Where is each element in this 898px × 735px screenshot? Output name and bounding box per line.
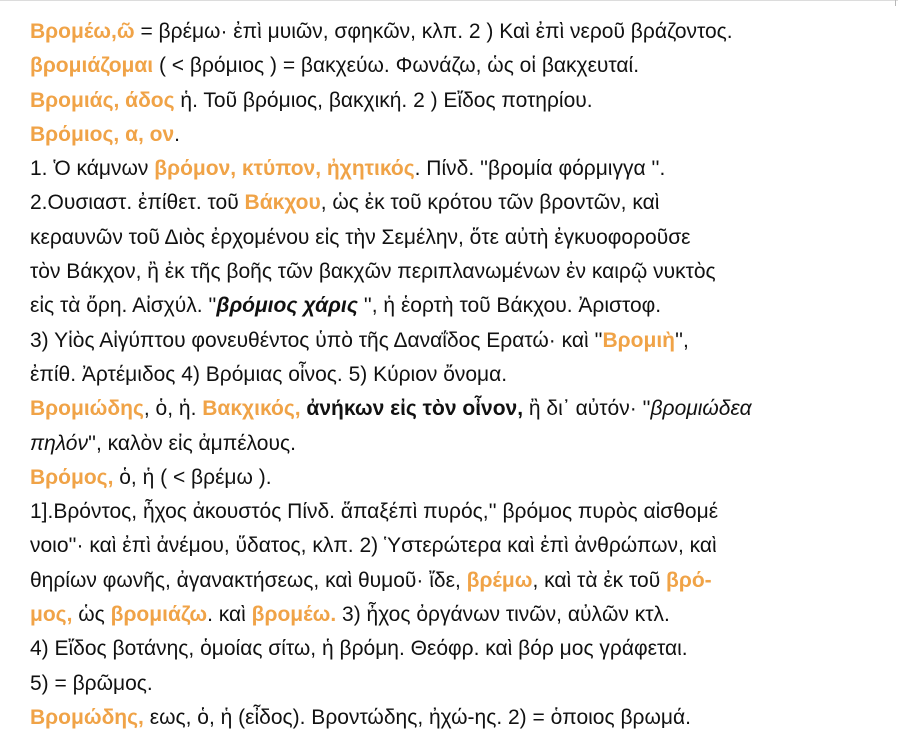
- headword-term: βρομιάζω: [110, 603, 208, 627]
- entry-text: νοιο''· καὶ ἐπὶ ἀνέμου, ὕδατος, κλπ. 2) Ὑστερώτερα καὶ ἐπὶ ἀνθρώπων, καὶ: [30, 534, 717, 558]
- entry-text: ἢ δι᾿ αὐτόν· '': [523, 397, 651, 421]
- headword-term: βρόμον, κτύπον, ἠχητικός: [154, 157, 415, 181]
- entry-text: 3) Υἱὸς Αἰγύπτου φονευθέντος ὑπὸ τῆς Δαναΐδος Ερατώ· καὶ '': [30, 328, 603, 352]
- entry-text: 4) Εἴδος βοτάνης, ὁμοίας σίτω, ἡ βρόμη. Θεόφρ. καὶ βόρ μος γράφεται.: [30, 637, 688, 661]
- entry-text: τὸν Βάκχον, ἢ ἐκ τῆς βοῆς τῶν βακχῶν περιπλανωμένων ἐν καιρῷ νυκτὸς: [30, 260, 716, 284]
- dictionary-line: [30, 84, 890, 118]
- entry-text: ὁ, ἡ ( < βρέμω ).: [113, 465, 272, 489]
- dictionary-line: [30, 667, 890, 701]
- dictionary-line: [30, 461, 890, 495]
- entry-text: . Πίνδ. ''βρομία φόρμιγγα ''.: [414, 157, 666, 181]
- entry-text: '', ἡ ἑορτὴ τοῦ Βάκχου. Ἀριστοφ.: [357, 294, 662, 318]
- headword-term: Βάκχου: [244, 191, 321, 215]
- entry-text: 2.Ουσιαστ. ἐπίθετ. τοῦ: [30, 191, 245, 215]
- entry-text: 1].Βρόντος, ἦχος ἀκουστός Πίνδ. ἅπαξέπὶ πυρός,'' βρόμος πυρὸς αἰσθομέ: [30, 500, 719, 524]
- dictionary-line: [30, 529, 890, 563]
- dictionary-line: [30, 358, 890, 392]
- entry-text: .: [174, 122, 181, 146]
- entry-text: . καὶ: [207, 603, 252, 627]
- corner-marker: [895, 0, 896, 6]
- entry-text: 3) ἦχος ὀργάνων τινῶν, αὐλῶν κτλ.: [336, 603, 670, 627]
- entry-text: 1. Ὁ κάμνων: [30, 157, 155, 181]
- entry-text: 5) = βρῶμος.: [30, 671, 153, 695]
- dictionary-line: [30, 701, 890, 735]
- entry-text: εἰς τὰ ὄρη. Αἰσχύλ. '': [30, 294, 217, 318]
- dictionary-line: [30, 392, 890, 426]
- dictionary-line: [30, 118, 890, 152]
- entry-text: ὡς: [72, 603, 111, 627]
- dictionary-line: [30, 289, 890, 323]
- headword-term: βρομέω.: [251, 603, 337, 627]
- headword-term: Βρομιώδης: [30, 397, 144, 421]
- dictionary-page: [30, 15, 890, 735]
- dictionary-line: [30, 15, 890, 49]
- dictionary-line: [30, 427, 890, 461]
- entry-text: εως, ὁ, ἡ (εἶδος). Βροντώδης, ἠχώ-ης. 2) = ὁποιος βρωμά.: [143, 705, 691, 729]
- headword-term: Βρομέω,ῶ: [30, 20, 135, 43]
- dictionary-line: [30, 255, 890, 289]
- dictionary-line: [30, 495, 890, 529]
- bold-phrase: ἀνήκων εἰς τὸν οἶνον,: [306, 397, 524, 421]
- entry-text: κεραυνῶν τοῦ Διὸς ἐρχομένου εἰς τὴν Σεμέλην, ὅτε αὐτὴ ἐγκυοφοροῦσε: [30, 225, 691, 249]
- entry-text: , ὁ, ἡ.: [143, 397, 203, 421]
- entry-text: , ὡς ἐκ τοῦ κρότου τῶν βροντῶν, καὶ: [320, 191, 660, 215]
- entry-text: ἡ. Τοῦ βρόμιος, βακχική. 2 ) Εἴδος ποτηρίου.: [174, 88, 593, 112]
- dictionary-line: [30, 221, 890, 255]
- dictionary-line: [30, 632, 890, 666]
- entry-text: , καὶ τὰ ἐκ τοῦ: [532, 568, 667, 592]
- dictionary-line: [30, 324, 890, 358]
- top-border: [0, 0, 898, 1]
- entry-text: θηρίων φωνῆς, ἀγανακτήσεως, καὶ θυμοῦ· ἴδε,: [30, 568, 467, 592]
- entry-text: ἐπίθ. Ἀρτέμιδος 4) Βρόμιας οἶνος. 5) Κύριον ὄνομα.: [30, 362, 508, 386]
- dictionary-line: [30, 49, 890, 83]
- dictionary-line: [30, 152, 890, 186]
- italic-phrase: πηλόν: [30, 431, 88, 455]
- headword-term: Βρομώδης,: [30, 705, 144, 729]
- headword-term: Βρομιάς, άδος: [30, 88, 175, 112]
- headword-term: μος,: [30, 603, 73, 627]
- headword-term: Βρόμος,: [30, 465, 114, 489]
- dictionary-line: [30, 564, 890, 598]
- entry-text: '', καλὸν εἰς ἀμπέλους.: [87, 431, 296, 455]
- entry-text: = βρέμω· ἐπὶ μυιῶν, σφηκῶν, κλπ. 2 ) Καὶ ἐπὶ νεροῦ βράζοντος.: [134, 20, 733, 43]
- headword-term: Βρομιὴ: [602, 328, 676, 352]
- bold-italic-phrase: βρόμιος χάρις: [216, 294, 358, 318]
- italic-phrase: βρομιώδεα: [650, 397, 752, 421]
- headword-term: βρό-: [666, 568, 712, 592]
- dictionary-line: [30, 186, 890, 220]
- headword-term: Βακχικός,: [202, 397, 301, 421]
- entry-text: ( < βρόμιος ) = βακχεύω. Φωνάζω, ὡς οἱ βακχευταί.: [153, 54, 640, 78]
- headword-term: Βρόμιος, α, ον: [30, 122, 175, 146]
- headword-term: βρομιάζομαι: [30, 54, 154, 78]
- headword-term: βρέμω: [466, 568, 533, 592]
- dictionary-line: [30, 598, 890, 632]
- entry-text: '',: [675, 328, 689, 352]
